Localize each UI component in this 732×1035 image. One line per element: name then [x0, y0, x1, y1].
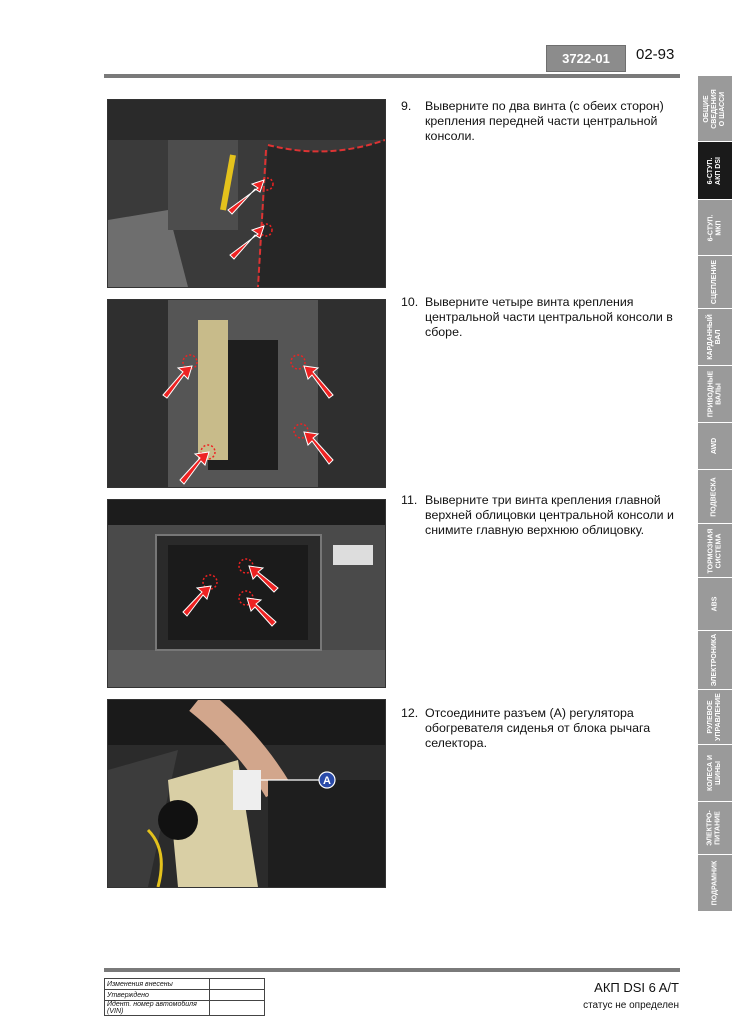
- tab-power[interactable]: ЭЛЕКТРО- ПИТАНИЕ: [698, 802, 732, 855]
- tab-axles[interactable]: ПРИВОДНЫЕ ВАЛЫ: [698, 366, 732, 423]
- step-number: 12.: [401, 706, 419, 720]
- tab-6mt[interactable]: 6-СТУП. МКП: [698, 200, 732, 256]
- vin-label: Идент. номер автомобиля (VIN): [105, 1001, 210, 1016]
- step-number: 9.: [401, 99, 412, 113]
- step-number: 11.: [401, 493, 418, 507]
- step-10: [401, 295, 681, 340]
- step-11: [401, 493, 681, 538]
- section-code: 3722-01: [546, 45, 626, 72]
- tab-wheels[interactable]: КОЛЕСА И ШИНЫ: [698, 745, 732, 802]
- footer-rule: [104, 968, 680, 972]
- footer-model: АКП DSI 6 A/T: [594, 980, 679, 995]
- tab-abs[interactable]: ABS: [698, 578, 732, 631]
- footer-status: статус не определен: [583, 1000, 679, 1011]
- tab-dsi-6at[interactable]: 6-СТУП. АКП DSI: [698, 142, 732, 200]
- page-number: 02-93: [636, 46, 675, 63]
- tab-clutch[interactable]: СЦЕПЛЕНИЕ: [698, 256, 732, 309]
- header-rule: [104, 74, 680, 78]
- photo-step-11: [107, 499, 386, 688]
- photo-step-12: [107, 699, 386, 888]
- photo-step-9: [107, 99, 386, 288]
- step-text: Отсоедините разъем (A) регулятора обогревателя сиденья от блока рычага селектора.: [425, 706, 651, 750]
- tab-electronics[interactable]: ЭЛЕКТРОНИКА: [698, 631, 732, 690]
- step-number: 10.: [401, 295, 419, 309]
- tab-brakes[interactable]: ТОРМОЗНАЯ СИСТЕМА: [698, 524, 732, 578]
- tab-steering[interactable]: РУЛЕВОЕ УПРАВЛЕНИЕ: [698, 690, 732, 745]
- callout-a: A: [323, 775, 331, 787]
- step-text: Выверните по два винта (с обеих сторон) крепления передней части центральной консоли.: [425, 99, 664, 143]
- approval-label: Утверждено: [105, 990, 210, 1001]
- photo-step-10: [107, 299, 386, 488]
- tab-general[interactable]: ОБЩИЕ СВЕДЕНИЯ О ШАССИ: [698, 76, 732, 142]
- revision-table: [104, 978, 265, 1016]
- tab-suspension[interactable]: ПОДВЕСКА: [698, 470, 732, 524]
- tab-subframe[interactable]: ПОДРАМНИК: [698, 855, 732, 912]
- revision-label: Изменения внесены: [105, 979, 210, 990]
- tab-awd[interactable]: AWD: [698, 423, 732, 470]
- step-text: Выверните четыре винта крепления центральной части центральной консоли в сборе.: [425, 295, 673, 339]
- step-9: [401, 99, 681, 144]
- step-text: Выверните три винта крепления главной верхней облицовки центральной консоли и снимите главную верхнюю облицовку.: [425, 493, 674, 537]
- tab-driveshaft[interactable]: КАРДАННЫЙ ВАЛ: [698, 309, 732, 366]
- step-12: [401, 706, 681, 751]
